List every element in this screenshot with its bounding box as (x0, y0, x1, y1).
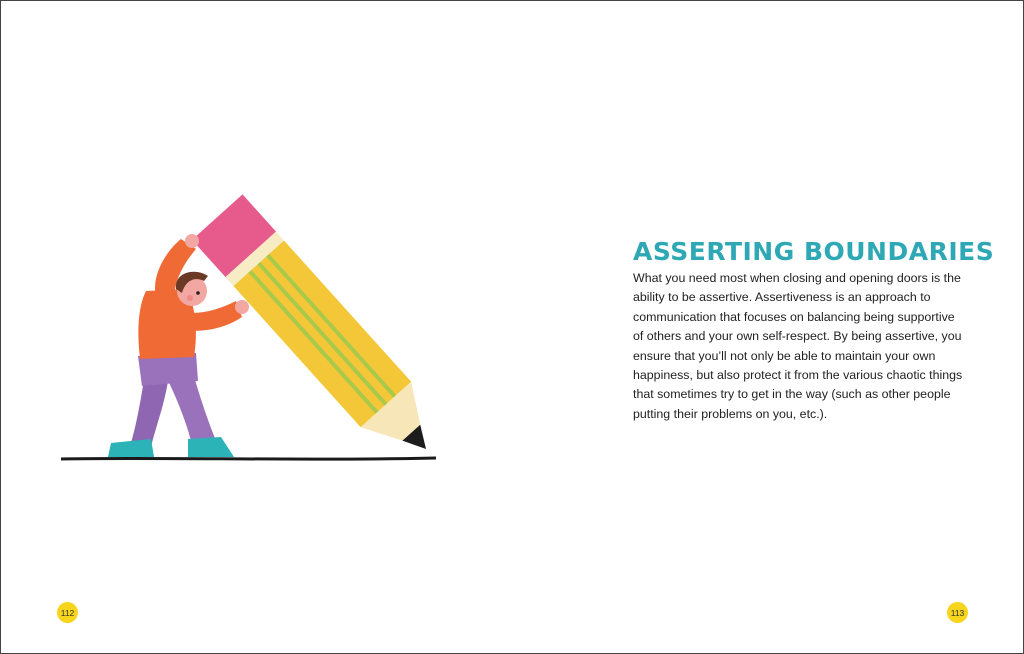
body-line: communication that focuses on balancing being supportive (633, 309, 955, 324)
body-line: putting their problems on you, etc.). (633, 406, 828, 421)
body-line: ability to be assertive. Assertiveness is an approach to (633, 290, 931, 305)
pencil-icon (192, 194, 446, 471)
body-line: that sometimes try to get in the way (such as other people (633, 387, 951, 402)
body-line: ensure that you’ll not only be able to maintain your own (633, 348, 936, 363)
section-title: ASSERTING BOUNDARIES (633, 237, 995, 266)
page-number-right: 113 (947, 602, 968, 623)
body-line: of others and your own self-respect. By being assertive, you (633, 329, 962, 344)
page-number-left: 112 (57, 602, 78, 623)
person-pushing-pencil-illustration (56, 181, 446, 471)
body-paragraph (633, 269, 973, 424)
body-line: What you need most when closing and opening doors is the (633, 271, 961, 285)
ground-line (61, 458, 436, 459)
body-line: happiness, but also protect it from the various chaotic things (633, 368, 963, 383)
